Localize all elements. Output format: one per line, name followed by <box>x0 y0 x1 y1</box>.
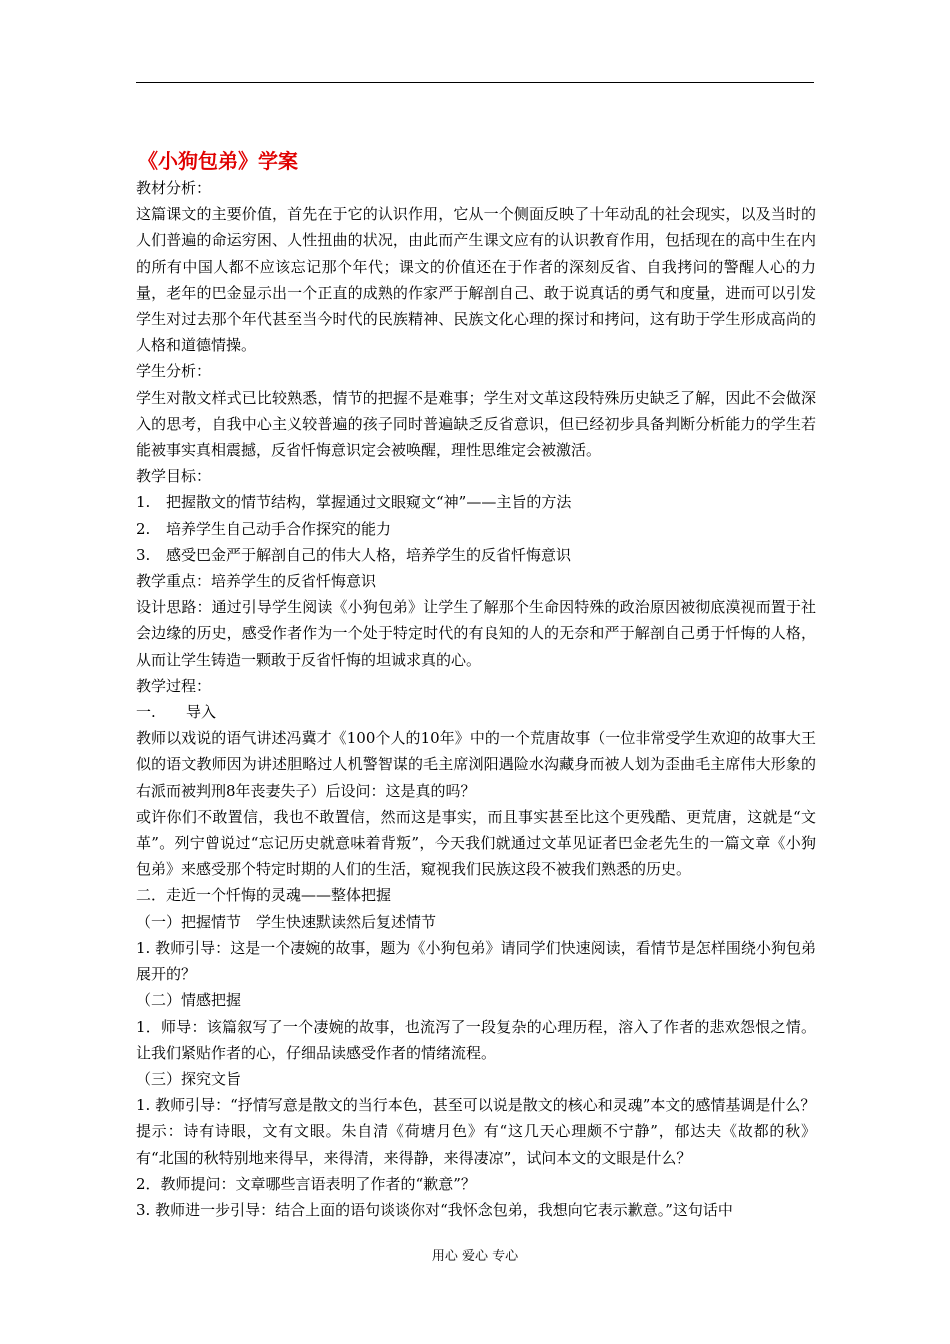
step-1-number: 一. <box>136 703 156 722</box>
goal-number: 3. <box>136 545 151 564</box>
subsection-3-heading: （三）探究文旨 <box>136 1069 242 1088</box>
step-1-paragraph-2: 或许你们不敢置信，我也不敢置信，然而这是事实，而且事实甚至比这个更残酷、更荒唐，这就是“文革”。列宁曾说过“忘记历史就意味着背叛”，今天我们就通过文革见证者巴金老先生的一篇文章《小狗包弟》来感受那个特定时期的人们的生活，窥视我们民族这段不被我们熟悉的历史。 <box>136 807 816 879</box>
student-analysis-body: 学生对散文样式已比较熟悉，情节的把握不是难事；学生对文革这段特殊历史缺乏了解，因此不会做深入的思考，自我中心主义较普遍的孩子同时普遍缺乏反省意识，但已经初步具备判断分析能力的学生若能被事实真相震撼，反省忏悔意识定会被唤醒，理性思维定会被激活。 <box>136 388 816 460</box>
subsection-2-heading: （二）情感把握 <box>136 991 242 1010</box>
step-1-heading <box>136 699 816 725</box>
goal-item-2 <box>136 516 816 542</box>
goal-text: 感受巴金严于解剖自己的伟大人格，培养学生的反省忏悔意识 <box>166 545 572 564</box>
subsection-3-question-1: 1. 教师引导：“抒情写意是散文的当行本色，甚至可以说是散文的核心和灵魂”本文的感情基调是什么？ <box>136 1096 816 1115</box>
goal-number: 1. <box>136 493 151 512</box>
document-body <box>136 147 816 1223</box>
key-point: 教学重点：培养学生的反省忏悔意识 <box>136 572 377 591</box>
student-analysis-heading: 学生分析： <box>136 362 212 381</box>
step-1-title: 导入 <box>186 703 217 722</box>
subsection-3-question-2: 2．教师提问：文章哪些言语表明了作者的“歉意”？ <box>136 1174 476 1193</box>
document-title: 《小狗包弟》学案 <box>138 149 298 173</box>
step-2-heading: 二．走近一个忏悔的灵魂——整体把握 <box>136 886 392 905</box>
subsection-1-heading: （一）把握情节 学生快速默读然后复述情节 <box>136 912 437 931</box>
textbook-analysis-body: 这篇课文的主要价值，首先在于它的认识作用，它从一个侧面反映了十年动乱的社会现实，以及当时的人们普遍的命运穷困、人性扭曲的状况，由此而产生课文应有的认识教育作用，包括现在的高中生在内的所有中国人都不应该忘记那个年代；课文的价值还在于作者的深刻反省、自我拷问的警醒人心的力量，老年的巴金显示出一个正直的成熟的作家严于解剖自己、敢于说真话的勇气和度量，进而可以引发学生对过去那个年代甚至当今时代的民族精神、民族文化心理的探讨和拷问，这有助于学生形成高尚的人格和道德情操。 <box>136 205 816 355</box>
subsection-3-question-3: 3. 教师进一步引导：结合上面的语句谈谈你对“我怀念包弟，我想向它表示歉意。”这句话中 <box>136 1200 733 1219</box>
goal-number: 2. <box>136 519 151 538</box>
goal-text: 把握散文的情节结构，掌握通过文眼窥文“神”——主旨的方法 <box>166 493 572 512</box>
process-heading: 教学过程： <box>136 676 212 695</box>
step-1-paragraph-1: 教师以戏说的语气讲述冯冀才《100个人的10年》中的一个荒唐故事（一位非常受学生欢迎的故事大王似的语文教师因为讲述胆略过人机警智谋的毛主席浏阳遇险水沟藏身而被人划为歪曲毛主席伟大形象的右派而被判刑8年丧妻失子）后设问：这是真的吗？ <box>136 729 816 800</box>
subsection-3-hint: 提示：诗有诗眼，文有文眼。朱自清《荷塘月色》有“这几天心理颇不宁静”，郁达夫《故都的秋》有“北国的秋特别地来得早，来得清，来得静，来得凄凉”，试问本文的文眼是什么？ <box>136 1122 816 1167</box>
page-footer: 用心 爱心 专心 <box>431 1249 519 1264</box>
header-rule <box>136 82 814 83</box>
design-idea: 设计思路：通过引导学生阅读《小狗包弟》让学生了解那个生命因特殊的政治原因被彻底漠视而置于社会边缘的历史，感受作者作为一个处于特定时代的有良知的人的无奈和严于解剖自己勇于忏悔的人格，从而让学生铸造一颗敢于反省忏悔的坦诚求真的心。 <box>136 598 816 669</box>
textbook-analysis-heading: 教材分析： <box>136 179 212 197</box>
goals-heading: 教学目标： <box>136 467 212 486</box>
subsection-1-question: 1. 教师引导：这是一个凄婉的故事，题为《小狗包弟》请同学们快速阅读，看情节是怎样围绕小狗包弟展开的？ <box>136 938 816 984</box>
goal-text: 培养学生自己动手合作探究的能力 <box>166 519 392 538</box>
subsection-2-question: 1．师导：该篇叙写了一个凄婉的故事，也流泻了一段复杂的心理历程，溶入了作者的悲欢怨恨之情。让我们紧贴作者的心，仔细品读感受作者的情绪流程。 <box>136 1017 816 1062</box>
goal-item-3 <box>136 542 816 568</box>
goal-item-1 <box>136 489 816 515</box>
